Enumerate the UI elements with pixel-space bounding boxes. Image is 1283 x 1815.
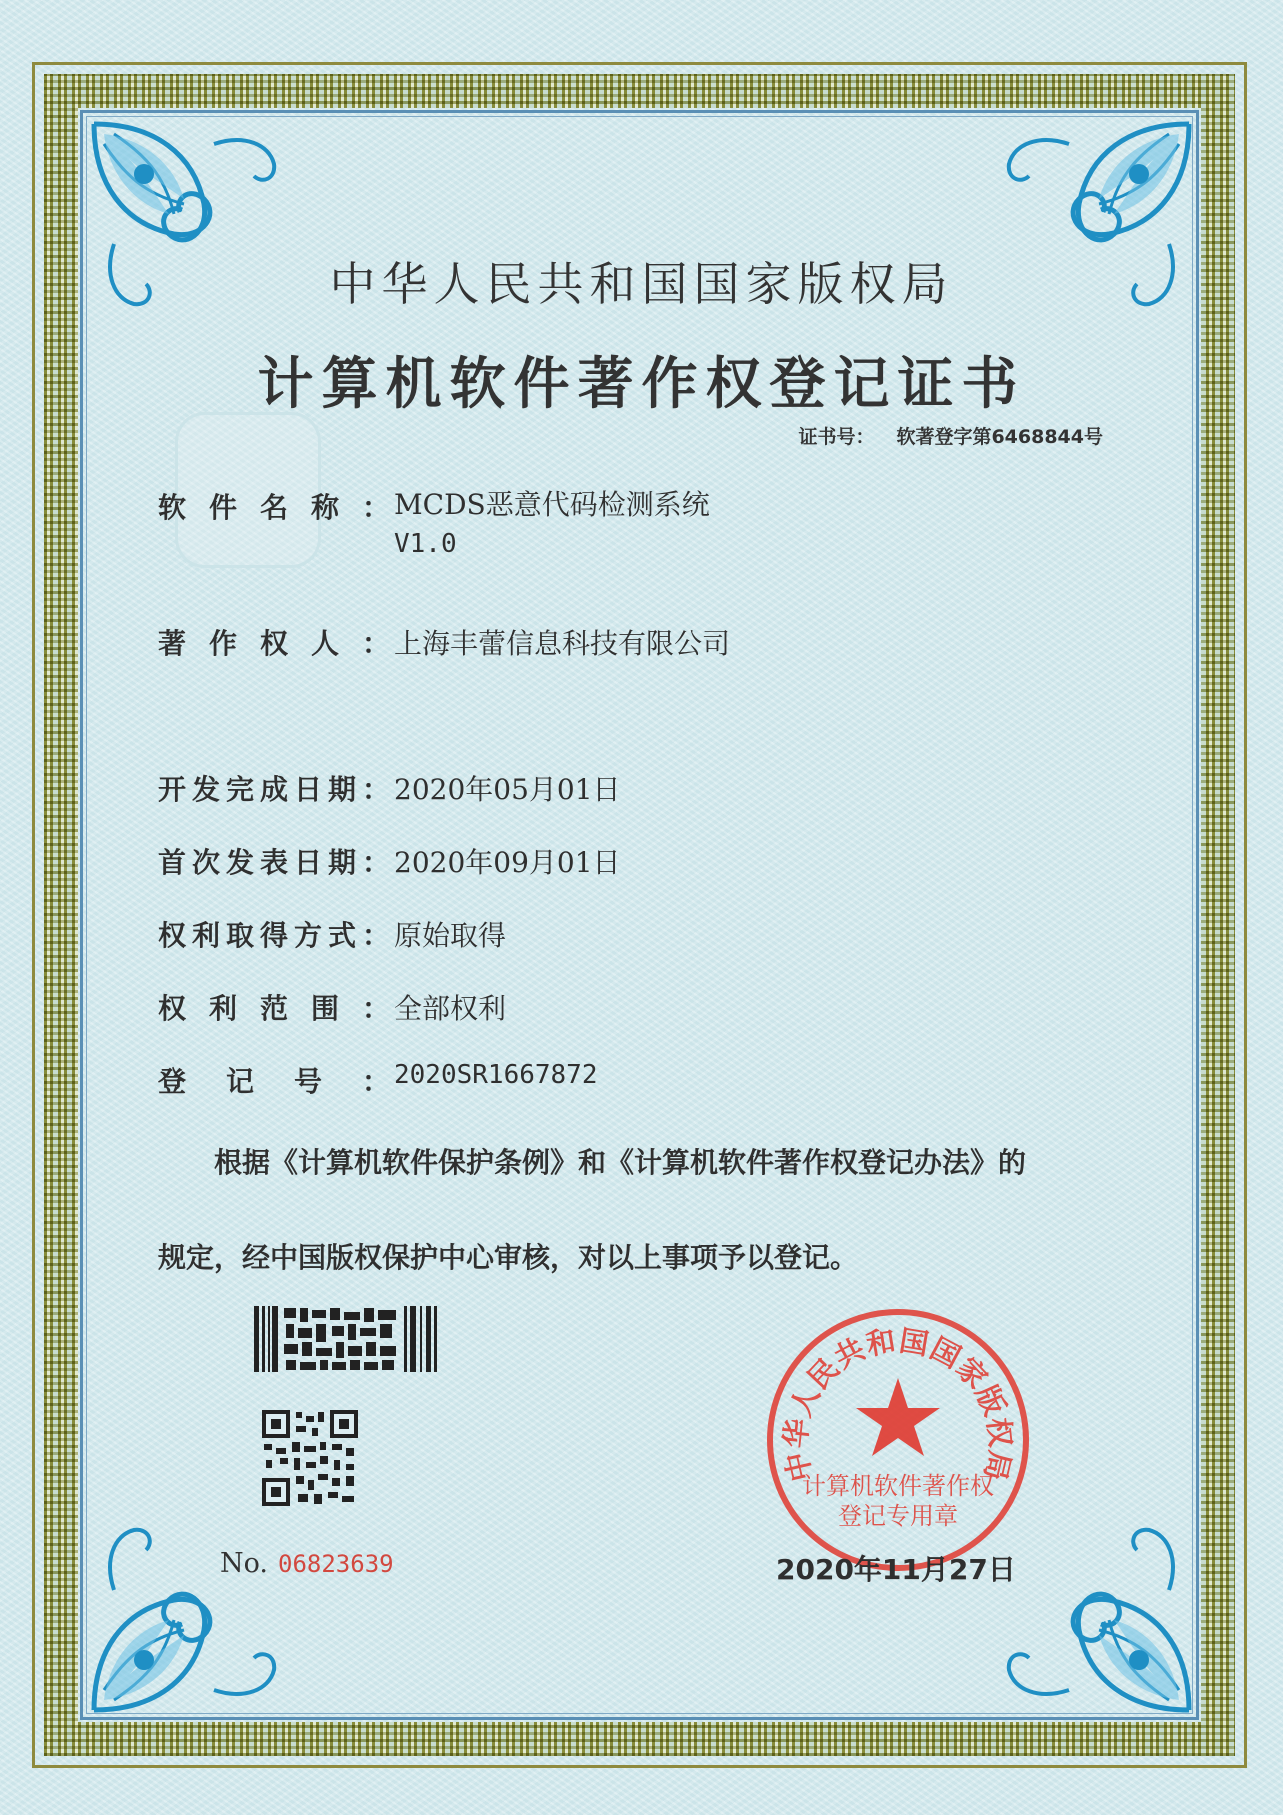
software-name-line2: V1.0 bbox=[394, 529, 457, 559]
field-rights-scope bbox=[158, 987, 506, 1027]
field-value: 2020SR1667872 bbox=[394, 1060, 598, 1090]
issue-date: 2020年11月27日 bbox=[776, 1553, 1016, 1586]
field-value: 原始取得 bbox=[394, 919, 507, 952]
issuing-authority: 中华人民共和国国家版权局 bbox=[329, 257, 954, 311]
field-label: 权利取得方式： bbox=[158, 919, 390, 952]
certificate-number-label: 证书号： bbox=[798, 426, 875, 448]
serial-value: 06823639 bbox=[278, 1550, 394, 1578]
field-value: 2020年09月01日 bbox=[394, 846, 621, 879]
software-name-line1: MCDS恶意代码检测系统 bbox=[394, 488, 710, 521]
field-label: 软件名称： bbox=[158, 491, 390, 524]
field-value bbox=[394, 486, 710, 563]
statement-line1: 根据《计算机软件保护条例》和《计算机软件著作权登记办法》的 bbox=[214, 1146, 1027, 1179]
statement-paragraph bbox=[158, 1115, 1128, 1305]
field-first-publish-date bbox=[158, 841, 621, 881]
seal-ring-text: 中华人民共和国国家版权局 bbox=[778, 1323, 1018, 1485]
field-label: 登记号： bbox=[158, 1065, 390, 1098]
field-software-name bbox=[158, 486, 710, 563]
qr-code-icon bbox=[262, 1410, 358, 1506]
field-label: 著作权人： bbox=[158, 627, 390, 660]
field-label: 权利范围： bbox=[158, 992, 390, 1025]
seal-inner-line2: 登记专用章 bbox=[838, 1502, 958, 1530]
certificate-number bbox=[798, 422, 1103, 449]
official-seal-icon bbox=[758, 1300, 1038, 1580]
field-registration-number bbox=[158, 1060, 598, 1100]
field-owner bbox=[158, 622, 730, 662]
document-title: 计算机软件著作权登记证书 bbox=[257, 351, 1026, 417]
certificate-number-value: 软著登字第6468844号 bbox=[896, 426, 1103, 448]
statement-line2: 规定，经中国版权保护中心审核，对以上事项予以登记。 bbox=[158, 1241, 859, 1274]
field-value: 全部权利 bbox=[394, 992, 507, 1025]
field-value: 2020年05月01日 bbox=[394, 773, 621, 806]
barcode-icon bbox=[254, 1306, 438, 1372]
field-acquisition-method bbox=[158, 914, 506, 954]
field-label: 开发完成日期： bbox=[158, 773, 390, 806]
serial-number bbox=[220, 1548, 394, 1579]
field-label: 首次发表日期： bbox=[158, 846, 390, 879]
seal-inner-line1: 计算机软件著作权 bbox=[802, 1472, 994, 1500]
serial-label: No. bbox=[220, 1548, 268, 1579]
field-value: 上海丰蕾信息科技有限公司 bbox=[394, 627, 731, 660]
field-completion-date bbox=[158, 768, 621, 808]
